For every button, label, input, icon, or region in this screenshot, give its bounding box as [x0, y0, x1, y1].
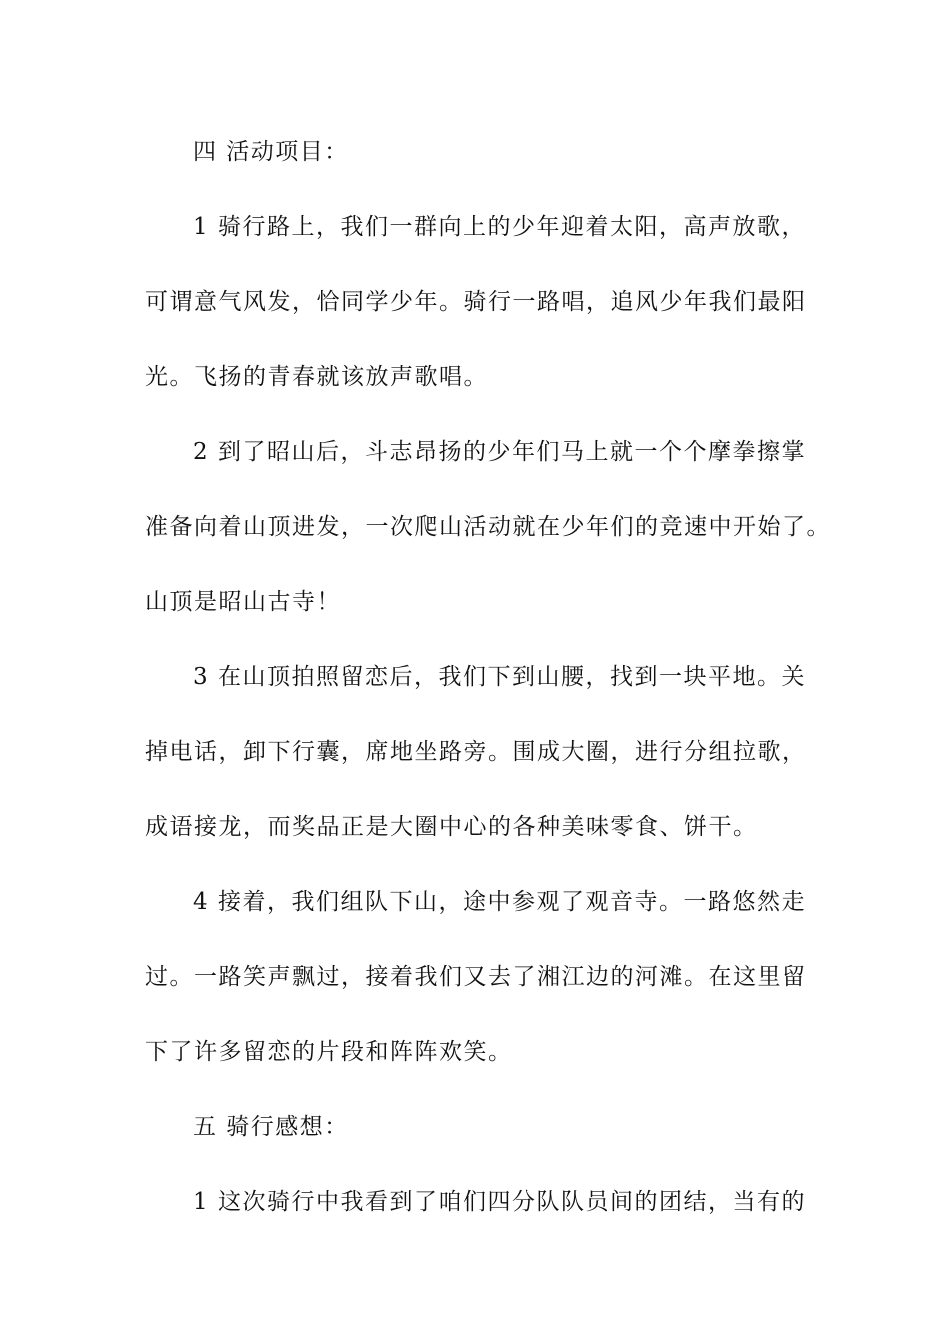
paragraph-line: 4 接着，我们组队下山，途中参观了观音寺。一路悠然走: [193, 889, 806, 915]
paragraph-line: 成语接龙，而奖品正是大圈中心的各种美味零食、饼干。: [145, 814, 758, 840]
paragraph-line: 1 这次骑行中我看到了咱们四分队队员间的团结，当有的: [193, 1189, 806, 1215]
paragraph-line: 1 骑行路上，我们一群向上的少年迎着太阳，高声放歌，: [193, 214, 806, 240]
paragraph-line: 过。一路笑声飘过，接着我们又去了湘江边的河滩。在这里留: [145, 964, 807, 990]
section-heading-activities: 四 活动项目：: [193, 139, 349, 165]
paragraph-line: 可谓意气风发，恰同学少年。骑行一路唱，追风少年我们最阳: [145, 289, 807, 315]
paragraph-line: 光。飞扬的青春就该放声歌唱。: [145, 364, 488, 390]
paragraph-line: 2 到了昭山后，斗志昂扬的少年们马上就一个个摩拳擦掌: [193, 439, 806, 465]
paragraph-line: 下了许多留恋的片段和阵阵欢笑。: [145, 1039, 513, 1065]
paragraph-line: 山顶是昭山古寺！: [145, 589, 341, 615]
paragraph-line: 3 在山顶拍照留恋后，我们下到山腰，找到一块平地。关: [193, 664, 806, 690]
section-heading-reflections: 五 骑行感想：: [193, 1114, 349, 1140]
paragraph-line: 准备向着山顶进发，一次爬山活动就在少年们的竞速中开始了。: [145, 514, 831, 540]
paragraph-line: 掉电话，卸下行囊，席地坐路旁。围成大圈，进行分组拉歌，: [145, 739, 807, 765]
